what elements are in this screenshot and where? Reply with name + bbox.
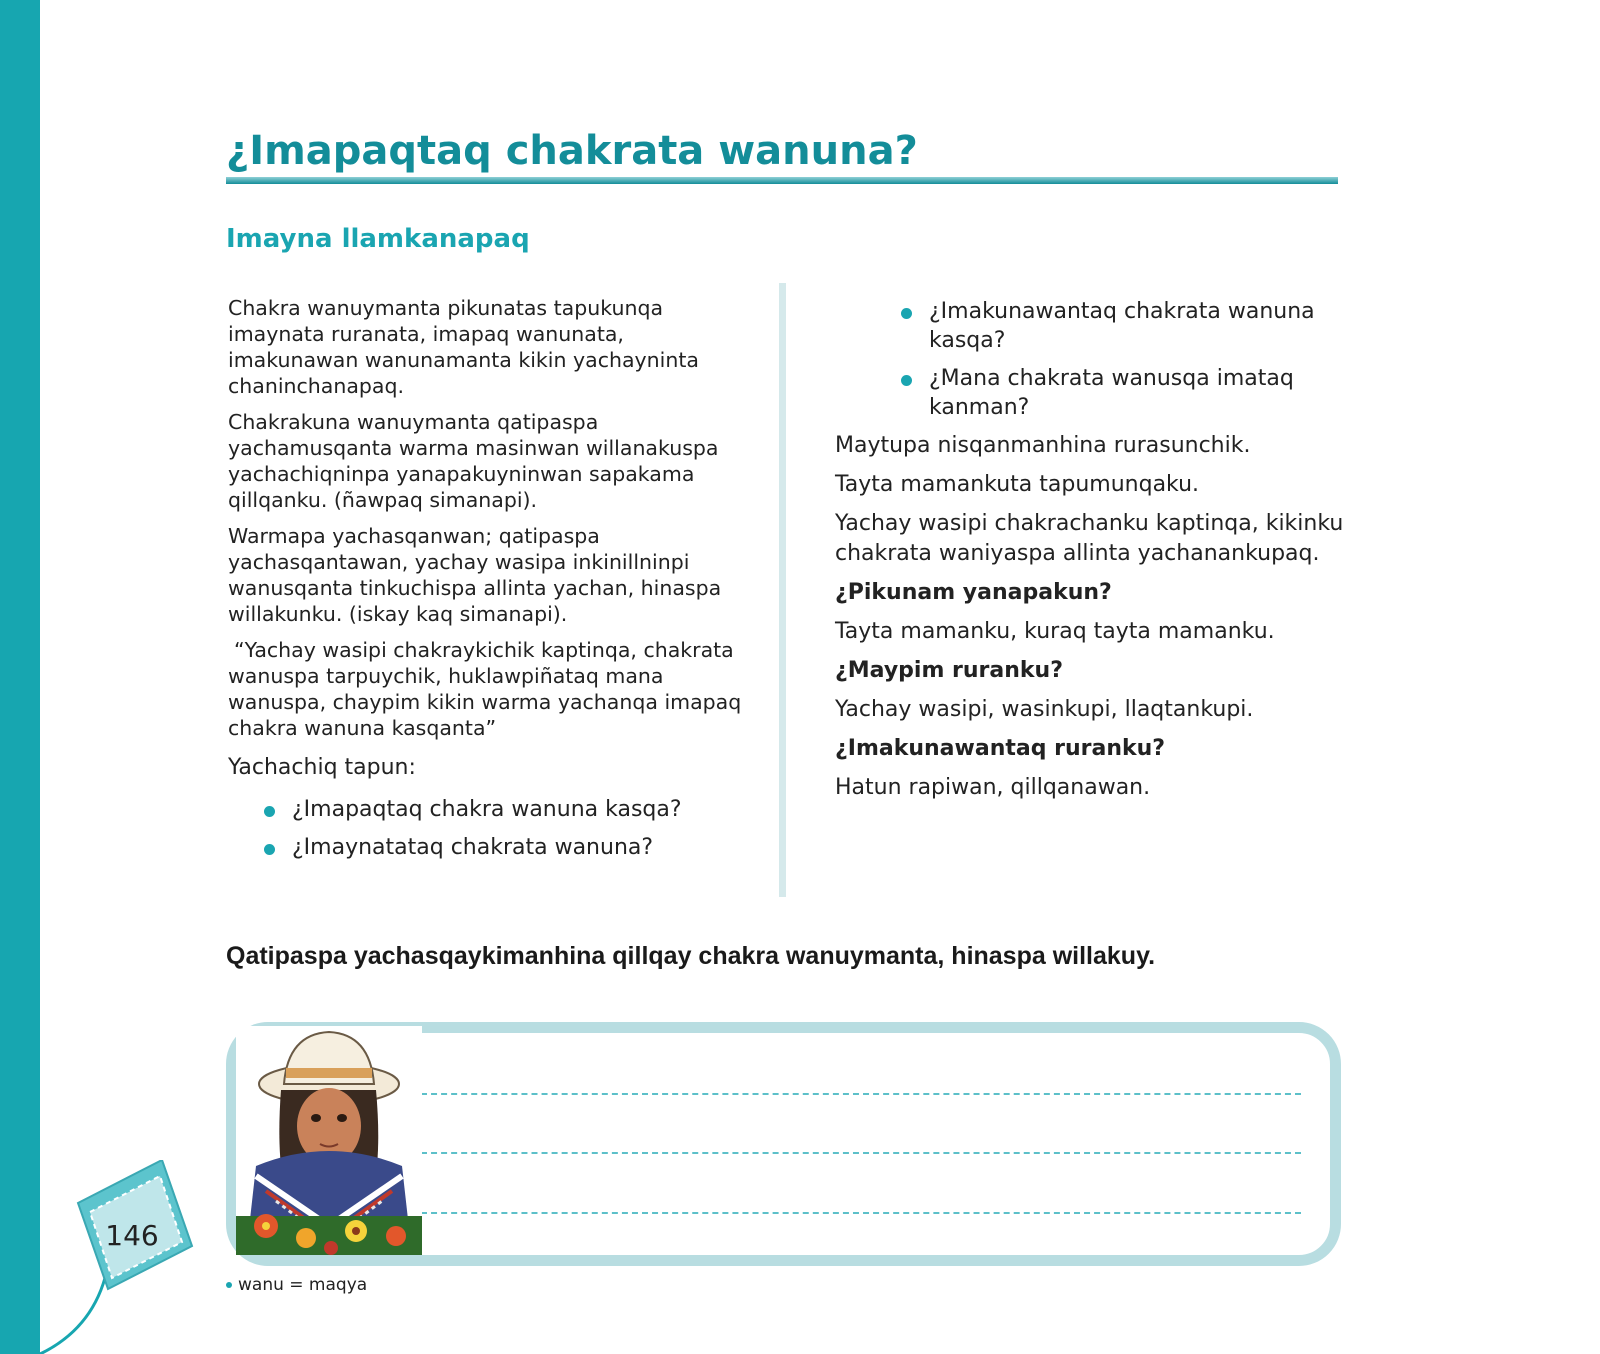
question-heading: ¿Pikunam yanapakun? bbox=[835, 580, 1112, 605]
girl-illustration bbox=[236, 1026, 422, 1255]
side-color-strip bbox=[0, 0, 40, 1354]
bullet-icon bbox=[901, 375, 912, 386]
paragraph: Warmapa yachasqanwan; qatipaspa yachasqantawan, yachay wasipa inkinillninpi wanusqanta tinkuchispa allinta yachan, hinaspa willakunku. (iskay kaq simanapi). bbox=[228, 524, 722, 626]
writing-line[interactable] bbox=[421, 1093, 1301, 1095]
teacher-asks-label: Yachachiq tapun: bbox=[228, 755, 416, 780]
column-divider bbox=[779, 283, 786, 897]
list-item bbox=[865, 297, 1355, 355]
list-item bbox=[228, 795, 748, 824]
page-title: ¿Imapaqtaq chakrata wanuna? bbox=[226, 128, 918, 174]
bullet-icon bbox=[901, 308, 912, 319]
footnote bbox=[226, 1275, 367, 1295]
answer-line: Yachay wasipi chakrachanku kaptinqa, kikinku chakrata waniyaspa allinta yachanankupaq. bbox=[835, 511, 1344, 566]
answer-line: Maytupa nisqanmanhina rurasunchik. bbox=[835, 433, 1251, 458]
writing-line[interactable] bbox=[421, 1152, 1301, 1154]
kite-page-badge bbox=[0, 1160, 220, 1354]
bullet-icon bbox=[264, 806, 275, 817]
answer-line: Hatun rapiwan, qillqanawan. bbox=[835, 775, 1151, 800]
question-list bbox=[228, 795, 748, 862]
writing-line[interactable] bbox=[421, 1212, 1301, 1214]
page-number: 146 bbox=[105, 1219, 159, 1252]
paragraph: Chakra wanuymanta pikunatas tapukunqa imaynata ruranata, imapaq wanunata, imakunawan wanunamanta kikin yachayninta chaninchanapaq. bbox=[228, 296, 699, 398]
right-column bbox=[835, 297, 1355, 812]
question-heading: ¿Imakunawantaq ruranku? bbox=[835, 736, 1166, 761]
bullet-icon bbox=[226, 1282, 232, 1288]
question-list bbox=[865, 297, 1355, 422]
list-item bbox=[865, 364, 1355, 422]
question-text: ¿Imapaqtaq chakra wanuna kasqa? bbox=[292, 797, 682, 822]
title-underline bbox=[226, 177, 1338, 184]
answer-line: Tayta mamanku, kuraq tayta mamanku. bbox=[835, 619, 1275, 644]
quote-paragraph: “Yachay wasipi chakraykichik kaptinqa, chakrata wanuspa tarpuychik, huklawpiñataq mana wanuspa, chaypim kikin warma yachanqa imapaq chakra wanuna kasqanta” bbox=[228, 638, 742, 740]
left-column bbox=[228, 295, 748, 871]
section-subtitle: Imayna llamkanapaq bbox=[226, 224, 530, 254]
list-item bbox=[228, 833, 748, 862]
footnote-text: wanu = maqya bbox=[238, 1275, 368, 1295]
answer-line: Tayta mamankuta tapumunqaku. bbox=[835, 472, 1200, 497]
question-heading: ¿Maypim ruranku? bbox=[835, 658, 1063, 683]
question-text: ¿Imaynatataq chakrata wanuna? bbox=[292, 835, 654, 860]
question-text: ¿Imakunawantaq chakrata wanuna kasqa? bbox=[929, 299, 1315, 353]
question-text: ¿Mana chakrata wanusqa imataq kanman? bbox=[929, 366, 1294, 420]
right-text-lines bbox=[835, 431, 1355, 803]
writing-instruction: Qatipaspa yachasqaykimanhina qillqay chakra wanuymanta, hinaspa willakuy. bbox=[226, 942, 1156, 970]
bullet-icon bbox=[264, 844, 275, 855]
paragraph: Chakrakuna wanuymanta qatipaspa yachamusqanta warma masinwan willanakuspa yachachiqninpa yanapakuyninwan sapakama qillqanku. (ñawpaq simanapi). bbox=[228, 410, 719, 512]
answer-line: Yachay wasipi, wasinkupi, llaqtankupi. bbox=[835, 697, 1254, 722]
